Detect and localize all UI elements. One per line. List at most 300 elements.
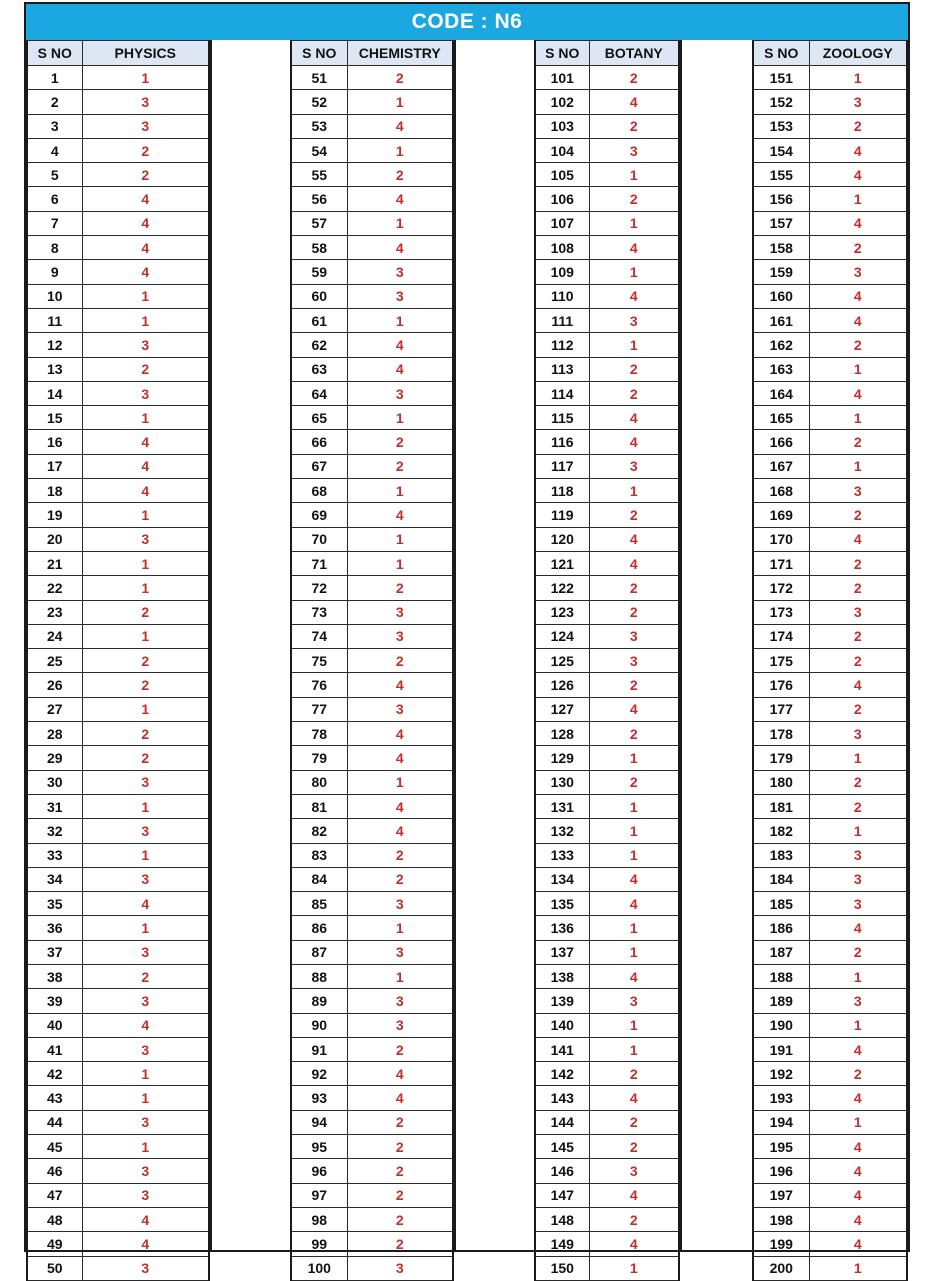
answer-value: 2 xyxy=(589,1207,679,1231)
table-row xyxy=(535,138,679,162)
question-number: 76 xyxy=(291,673,347,697)
question-number: 113 xyxy=(535,357,589,381)
answer-value: 2 xyxy=(82,163,209,187)
question-number: 63 xyxy=(291,357,347,381)
answer-value: 2 xyxy=(589,503,679,527)
table-row xyxy=(27,260,209,284)
question-number: 148 xyxy=(535,1207,589,1231)
question-number: 125 xyxy=(535,649,589,673)
subject-header: ZOOLOGY xyxy=(809,41,907,66)
answer-value: 2 xyxy=(347,843,453,867)
question-number: 22 xyxy=(27,576,82,600)
table-row xyxy=(535,66,679,90)
question-number: 23 xyxy=(27,600,82,624)
answer-value: 2 xyxy=(347,867,453,891)
answer-value: 3 xyxy=(82,1037,209,1061)
question-number: 147 xyxy=(535,1183,589,1207)
question-number: 161 xyxy=(753,308,809,332)
table-row xyxy=(291,333,453,357)
question-number: 156 xyxy=(753,187,809,211)
answer-value: 2 xyxy=(347,1135,453,1159)
code-banner: CODE : N6 xyxy=(26,4,908,42)
answer-value: 1 xyxy=(809,66,907,90)
table-row xyxy=(27,1037,209,1061)
table-row xyxy=(27,892,209,916)
answer-value: 2 xyxy=(82,138,209,162)
question-number: 174 xyxy=(753,624,809,648)
table-row xyxy=(753,527,907,551)
answer-value: 2 xyxy=(82,600,209,624)
table-row xyxy=(535,916,679,940)
question-number: 72 xyxy=(291,576,347,600)
table-row xyxy=(27,114,209,138)
answer-value: 1 xyxy=(347,527,453,551)
answer-value: 4 xyxy=(347,1062,453,1086)
question-number: 2 xyxy=(27,90,82,114)
question-number: 170 xyxy=(753,527,809,551)
table-row xyxy=(753,1110,907,1134)
answer-value: 4 xyxy=(809,1135,907,1159)
table-row xyxy=(753,867,907,891)
question-number: 30 xyxy=(27,770,82,794)
answer-table xyxy=(534,40,680,1281)
question-number: 107 xyxy=(535,211,589,235)
table-row xyxy=(535,381,679,405)
question-number: 24 xyxy=(27,624,82,648)
question-number: 178 xyxy=(753,722,809,746)
table-row xyxy=(291,746,453,770)
table-row xyxy=(291,843,453,867)
question-number: 102 xyxy=(535,90,589,114)
question-number: 112 xyxy=(535,333,589,357)
question-number: 20 xyxy=(27,527,82,551)
answer-value: 4 xyxy=(82,479,209,503)
question-number: 29 xyxy=(27,746,82,770)
table-row xyxy=(753,551,907,575)
table-row xyxy=(535,406,679,430)
table-row xyxy=(753,794,907,818)
answer-value: 2 xyxy=(82,746,209,770)
table-row xyxy=(27,284,209,308)
table-row xyxy=(753,624,907,648)
table-row xyxy=(291,236,453,260)
table-row xyxy=(753,333,907,357)
answer-value: 2 xyxy=(809,649,907,673)
table-row xyxy=(753,236,907,260)
answer-value: 4 xyxy=(589,867,679,891)
answer-value: 4 xyxy=(809,308,907,332)
answer-value: 4 xyxy=(82,260,209,284)
table-row xyxy=(753,940,907,964)
answer-value: 1 xyxy=(589,819,679,843)
table-row xyxy=(753,163,907,187)
table-row xyxy=(753,843,907,867)
answer-value: 4 xyxy=(809,916,907,940)
table-row xyxy=(27,357,209,381)
question-number: 78 xyxy=(291,722,347,746)
question-number: 60 xyxy=(291,284,347,308)
answer-value: 2 xyxy=(589,1110,679,1134)
answer-value: 1 xyxy=(809,746,907,770)
table-row xyxy=(753,649,907,673)
question-number: 165 xyxy=(753,406,809,430)
answer-value: 1 xyxy=(347,308,453,332)
question-number: 16 xyxy=(27,430,82,454)
answer-value: 4 xyxy=(809,1037,907,1061)
question-number: 126 xyxy=(535,673,589,697)
question-number: 48 xyxy=(27,1207,82,1231)
table-row xyxy=(753,357,907,381)
question-number: 84 xyxy=(291,867,347,891)
table-row xyxy=(535,90,679,114)
table-row xyxy=(535,1207,679,1231)
table-row xyxy=(291,1232,453,1256)
answer-value: 2 xyxy=(347,1183,453,1207)
table-row xyxy=(535,357,679,381)
question-number: 81 xyxy=(291,794,347,818)
table-row xyxy=(27,527,209,551)
answer-value: 1 xyxy=(82,697,209,721)
question-number: 166 xyxy=(753,430,809,454)
table-row xyxy=(535,746,679,770)
question-number: 138 xyxy=(535,964,589,988)
answer-value: 4 xyxy=(82,430,209,454)
question-number: 154 xyxy=(753,138,809,162)
table-row xyxy=(27,454,209,478)
question-number: 90 xyxy=(291,1013,347,1037)
question-number: 56 xyxy=(291,187,347,211)
question-number: 89 xyxy=(291,989,347,1013)
table-row xyxy=(753,600,907,624)
question-number: 26 xyxy=(27,673,82,697)
question-number: 121 xyxy=(535,551,589,575)
table-row xyxy=(291,138,453,162)
question-number: 101 xyxy=(535,66,589,90)
question-number: 152 xyxy=(753,90,809,114)
answer-value: 4 xyxy=(82,1207,209,1231)
sno-header: S NO xyxy=(291,41,347,66)
question-number: 180 xyxy=(753,770,809,794)
answer-value: 4 xyxy=(809,1207,907,1231)
answer-value: 3 xyxy=(82,940,209,964)
answer-columns xyxy=(26,40,908,1277)
table-row xyxy=(535,600,679,624)
answer-value: 3 xyxy=(589,308,679,332)
answer-value: 4 xyxy=(347,236,453,260)
answer-value: 1 xyxy=(589,333,679,357)
answer-value: 1 xyxy=(82,916,209,940)
answer-value: 1 xyxy=(589,843,679,867)
question-number: 168 xyxy=(753,479,809,503)
question-number: 153 xyxy=(753,114,809,138)
answer-value: 4 xyxy=(589,892,679,916)
table-row xyxy=(27,138,209,162)
question-number: 68 xyxy=(291,479,347,503)
table-row xyxy=(27,1135,209,1159)
table-row xyxy=(27,794,209,818)
column-spacer xyxy=(454,40,536,1250)
answer-value: 3 xyxy=(82,1159,209,1183)
table-row xyxy=(27,551,209,575)
table-row xyxy=(753,1013,907,1037)
question-number: 33 xyxy=(27,843,82,867)
answer-value: 1 xyxy=(809,1256,907,1280)
answer-value: 1 xyxy=(809,1013,907,1037)
question-number: 103 xyxy=(535,114,589,138)
question-number: 134 xyxy=(535,867,589,891)
question-number: 67 xyxy=(291,454,347,478)
question-number: 139 xyxy=(535,989,589,1013)
answer-value: 4 xyxy=(809,673,907,697)
table-row xyxy=(27,90,209,114)
question-number: 41 xyxy=(27,1037,82,1061)
question-number: 182 xyxy=(753,819,809,843)
table-row xyxy=(535,284,679,308)
table-row xyxy=(753,284,907,308)
answer-value: 1 xyxy=(347,770,453,794)
answer-value: 2 xyxy=(347,1110,453,1134)
question-number: 94 xyxy=(291,1110,347,1134)
table-row xyxy=(535,187,679,211)
answer-value: 2 xyxy=(589,770,679,794)
question-number: 120 xyxy=(535,527,589,551)
table-row xyxy=(753,770,907,794)
question-number: 118 xyxy=(535,479,589,503)
answer-value: 1 xyxy=(589,794,679,818)
table-row xyxy=(753,430,907,454)
question-number: 162 xyxy=(753,333,809,357)
table-row xyxy=(535,673,679,697)
answer-value: 4 xyxy=(809,211,907,235)
table-row xyxy=(291,649,453,673)
table-row xyxy=(291,964,453,988)
answer-value: 2 xyxy=(589,1062,679,1086)
question-number: 167 xyxy=(753,454,809,478)
table-row xyxy=(291,722,453,746)
table-row xyxy=(535,867,679,891)
table-row xyxy=(535,722,679,746)
question-number: 39 xyxy=(27,989,82,1013)
answer-value: 1 xyxy=(82,551,209,575)
column-spacer xyxy=(680,40,754,1250)
answer-value: 4 xyxy=(589,1183,679,1207)
table-row xyxy=(753,1183,907,1207)
answer-value: 2 xyxy=(347,1159,453,1183)
answer-value: 3 xyxy=(347,624,453,648)
table-row xyxy=(27,600,209,624)
table-row xyxy=(27,479,209,503)
table-row xyxy=(291,381,453,405)
table-row xyxy=(535,114,679,138)
question-number: 186 xyxy=(753,916,809,940)
table-row xyxy=(291,1207,453,1231)
answer-value: 2 xyxy=(589,600,679,624)
question-number: 150 xyxy=(535,1256,589,1280)
question-number: 27 xyxy=(27,697,82,721)
answer-value: 2 xyxy=(809,794,907,818)
table-row xyxy=(291,916,453,940)
question-number: 163 xyxy=(753,357,809,381)
answer-value: 4 xyxy=(809,163,907,187)
subject-header: PHYSICS xyxy=(82,41,209,66)
sno-header: S NO xyxy=(27,41,82,66)
answer-value: 4 xyxy=(347,794,453,818)
table-row xyxy=(535,794,679,818)
table-row xyxy=(291,527,453,551)
table-row xyxy=(535,551,679,575)
question-number: 18 xyxy=(27,479,82,503)
answer-value: 4 xyxy=(589,527,679,551)
answer-value: 1 xyxy=(589,479,679,503)
table-row xyxy=(535,770,679,794)
answer-value: 2 xyxy=(809,770,907,794)
answer-value: 1 xyxy=(809,454,907,478)
answer-value: 3 xyxy=(589,454,679,478)
table-row xyxy=(753,1135,907,1159)
question-number: 91 xyxy=(291,1037,347,1061)
question-number: 119 xyxy=(535,503,589,527)
question-number: 98 xyxy=(291,1207,347,1231)
question-number: 66 xyxy=(291,430,347,454)
question-number: 142 xyxy=(535,1062,589,1086)
table-row xyxy=(27,673,209,697)
subject-block-botany xyxy=(534,40,680,1277)
table-row xyxy=(291,357,453,381)
table-row xyxy=(535,308,679,332)
answer-value: 1 xyxy=(809,1110,907,1134)
answer-value: 1 xyxy=(589,1037,679,1061)
answer-value: 4 xyxy=(82,892,209,916)
question-number: 58 xyxy=(291,236,347,260)
table-row xyxy=(753,211,907,235)
answer-value: 2 xyxy=(809,551,907,575)
answer-value: 2 xyxy=(589,114,679,138)
answer-value: 3 xyxy=(82,819,209,843)
subject-header: CHEMISTRY xyxy=(347,41,453,66)
table-row xyxy=(291,211,453,235)
question-number: 45 xyxy=(27,1135,82,1159)
answer-value: 2 xyxy=(347,649,453,673)
answer-value: 3 xyxy=(347,260,453,284)
table-row xyxy=(291,90,453,114)
answer-value: 2 xyxy=(809,576,907,600)
table-row xyxy=(291,1183,453,1207)
question-number: 155 xyxy=(753,163,809,187)
answer-value: 2 xyxy=(347,576,453,600)
answer-value: 1 xyxy=(809,187,907,211)
table-row xyxy=(753,1037,907,1061)
table-row xyxy=(535,964,679,988)
answer-value: 2 xyxy=(809,114,907,138)
answer-value: 1 xyxy=(589,211,679,235)
question-number: 99 xyxy=(291,1232,347,1256)
answer-value: 4 xyxy=(589,1232,679,1256)
answer-value: 2 xyxy=(809,333,907,357)
question-number: 82 xyxy=(291,819,347,843)
question-number: 46 xyxy=(27,1159,82,1183)
table-row xyxy=(753,892,907,916)
table-row xyxy=(27,333,209,357)
question-number: 109 xyxy=(535,260,589,284)
table-row xyxy=(535,454,679,478)
table-row xyxy=(27,940,209,964)
question-number: 80 xyxy=(291,770,347,794)
table-row xyxy=(27,1232,209,1256)
answer-value: 1 xyxy=(347,916,453,940)
question-number: 3 xyxy=(27,114,82,138)
question-number: 96 xyxy=(291,1159,347,1183)
answer-value: 1 xyxy=(82,576,209,600)
table-row xyxy=(535,503,679,527)
answer-value: 1 xyxy=(809,406,907,430)
table-row xyxy=(535,1013,679,1037)
question-number: 73 xyxy=(291,600,347,624)
answer-value: 4 xyxy=(809,381,907,405)
answer-value: 3 xyxy=(809,260,907,284)
table-row xyxy=(27,1086,209,1110)
table-row xyxy=(535,236,679,260)
question-number: 175 xyxy=(753,649,809,673)
table-row xyxy=(291,1037,453,1061)
answer-value: 4 xyxy=(82,1232,209,1256)
answer-value: 2 xyxy=(589,1135,679,1159)
answer-value: 4 xyxy=(347,187,453,211)
answer-value: 1 xyxy=(347,211,453,235)
question-number: 31 xyxy=(27,794,82,818)
table-row xyxy=(27,1013,209,1037)
answer-value: 1 xyxy=(347,479,453,503)
question-number: 181 xyxy=(753,794,809,818)
question-number: 196 xyxy=(753,1159,809,1183)
question-number: 193 xyxy=(753,1086,809,1110)
question-number: 86 xyxy=(291,916,347,940)
question-number: 51 xyxy=(291,66,347,90)
table-row xyxy=(27,163,209,187)
table-row xyxy=(291,673,453,697)
table-row xyxy=(291,1135,453,1159)
answer-value: 3 xyxy=(82,1110,209,1134)
answer-value: 3 xyxy=(82,333,209,357)
table-row xyxy=(291,503,453,527)
answer-value: 3 xyxy=(82,1256,209,1280)
question-number: 95 xyxy=(291,1135,347,1159)
question-number: 54 xyxy=(291,138,347,162)
answer-value: 3 xyxy=(347,600,453,624)
table-row xyxy=(535,1086,679,1110)
question-number: 79 xyxy=(291,746,347,770)
table-row xyxy=(291,576,453,600)
subject-block-physics xyxy=(26,40,210,1277)
question-number: 195 xyxy=(753,1135,809,1159)
table-row xyxy=(291,1062,453,1086)
answer-value: 4 xyxy=(809,527,907,551)
answer-value: 3 xyxy=(347,892,453,916)
answer-value: 3 xyxy=(589,989,679,1013)
answer-value: 4 xyxy=(589,284,679,308)
table-row xyxy=(291,114,453,138)
table-row xyxy=(291,770,453,794)
answer-value: 3 xyxy=(589,649,679,673)
answer-value: 2 xyxy=(589,357,679,381)
table-row xyxy=(753,576,907,600)
table-row xyxy=(27,1062,209,1086)
answer-value: 3 xyxy=(82,770,209,794)
answer-value: 2 xyxy=(809,624,907,648)
answer-value: 1 xyxy=(82,624,209,648)
subject-header: BOTANY xyxy=(589,41,679,66)
table-row xyxy=(27,406,209,430)
question-number: 13 xyxy=(27,357,82,381)
